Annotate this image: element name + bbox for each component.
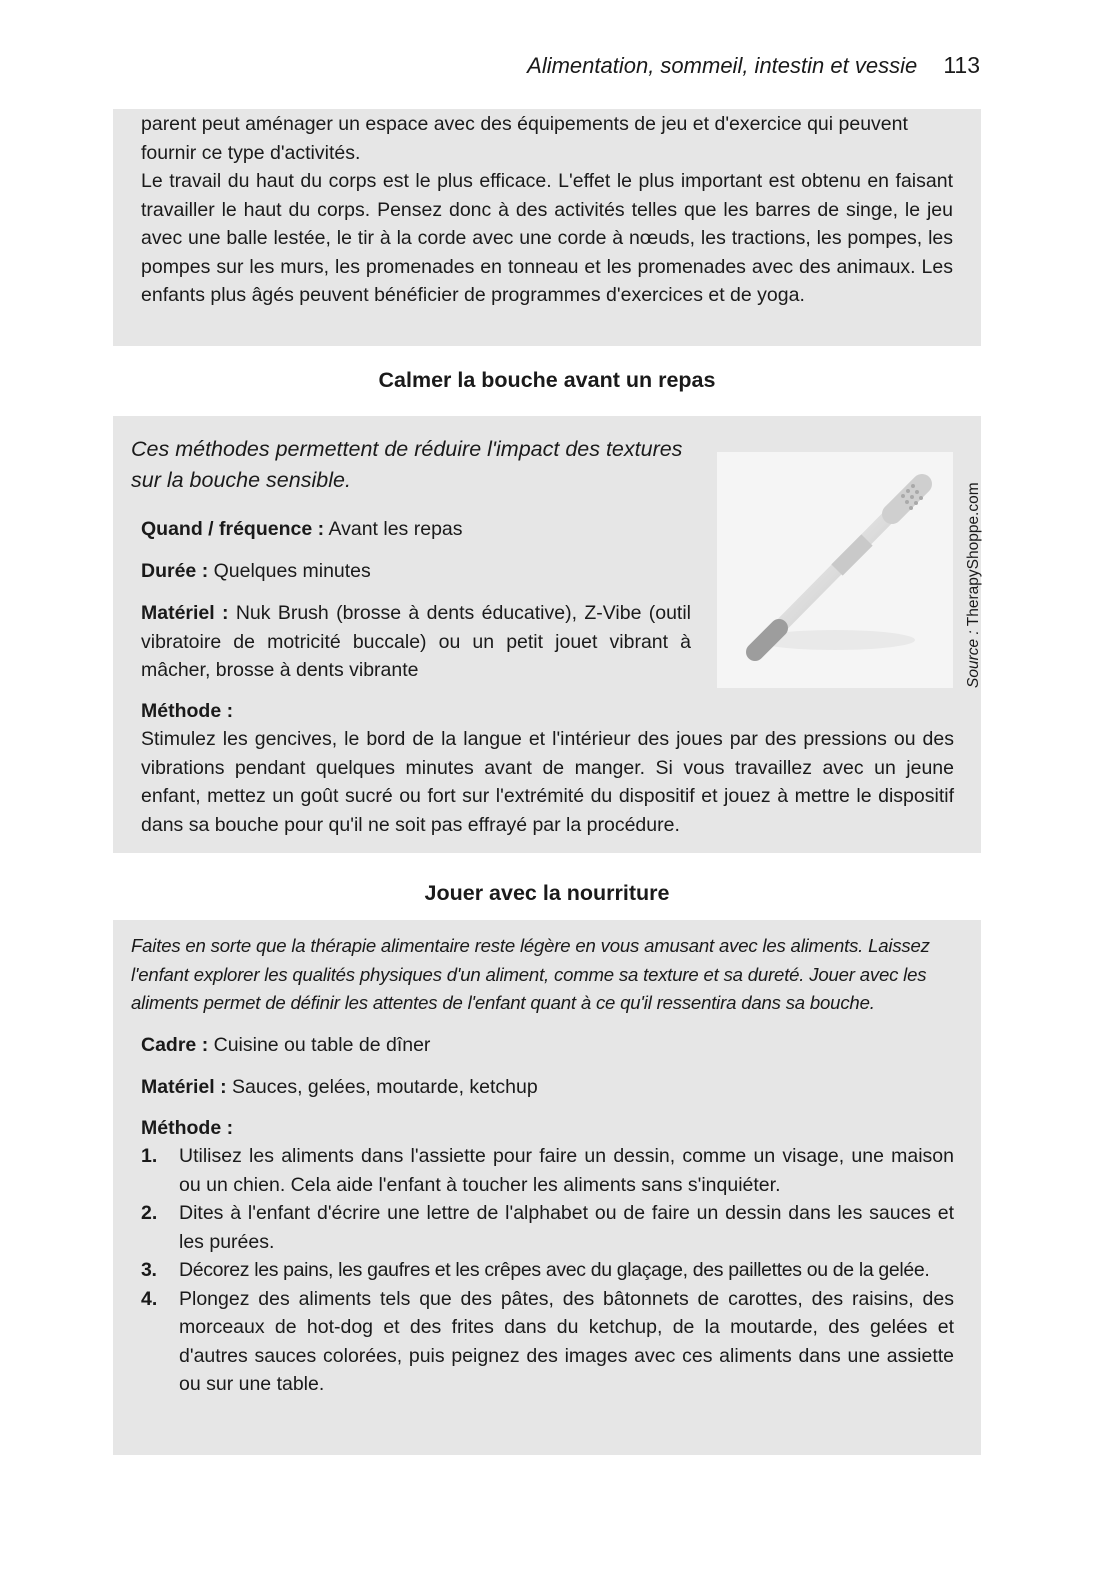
list-item <box>141 1199 954 1256</box>
step-number: 1. <box>141 1145 158 1167</box>
running-header-title: Alimentation, sommeil, intestin et vessie <box>527 53 918 78</box>
calm-mouth-box <box>113 416 981 853</box>
play-food-box <box>113 920 981 1455</box>
section-heading-play-food: Jouer avec la nourriture <box>424 881 670 905</box>
step-text: Utilisez les aliments dans l'assiette pour faire un dessin, comme un visage, une maison ou un chien. Cela aide l'enfant à toucher les aliments sans s'inquiéter. <box>179 1145 954 1196</box>
nuk-brush-photo <box>717 452 953 688</box>
step-number: 3. <box>141 1259 157 1281</box>
step-text: Décorez les pains, les gaufres et les crêpes avec du glaçage, des paillettes ou de la gelée. <box>179 1259 930 1281</box>
duration-field <box>141 557 371 586</box>
section-intro: Ces méthodes permettent de réduire l'impact des textures sur la bouche sensible. <box>131 437 683 492</box>
step-text: Plongez des aliments tels que des pâtes, des bâtonnets de carottes, des raisins, des morceaux de hot-dog et des frites dans du ketchup, de la moutarde, des gelées et d'autres sauces colorées, puis peignez des images avec ces aliments dans une assiette ou sur une table. <box>179 1287 954 1395</box>
photo-credit-label: Source : <box>965 630 982 688</box>
step-text: Dites à l'enfant d'écrire une lettre de l'alphabet ou de faire un dessin dans les sauces et les purées. <box>179 1202 954 1253</box>
continuation-box <box>113 109 981 346</box>
duration-label: Durée : <box>141 560 209 582</box>
material-label: Matériel : <box>141 602 229 624</box>
duration-value: Quelques minutes <box>208 560 371 582</box>
when-field <box>141 515 463 544</box>
step-number: 4. <box>141 1287 158 1310</box>
setting-label: Cadre : <box>141 1034 209 1056</box>
upper-body-paragraph: Le travail du haut du corps est le plus efficace. L'effet le plus important est obtenu en faisant travailler le haut du corps. Pensez donc à des activités telles que les barres de singe, le jeu avec une balle lestée, le tir à la corde avec une corde à nœuds, les tractions, les pompes, les pompes sur les murs, les promenades en tonneau et les promenades avec des animaux. Les enfants plus âgés peuvent bénéficier de programmes d'exercices et de yoga. <box>141 170 953 306</box>
method-text: Stimulez les gencives, le bord de la langue et l'intérieur des joues par des pressions ou des vibrations pendant quelques minutes avant de manger. Si vous travaillez avec un jeune enfant, mettez un goût sucré ou fort sur l'extrémité du dispositif et jouez à mettre le dispositif dans sa bouche pour qu'il ne soit pas effrayé par la procédure. <box>141 728 954 836</box>
method-label: Méthode : <box>141 700 234 722</box>
material-field <box>141 599 691 685</box>
photo-credit <box>965 482 983 688</box>
list-item <box>141 1256 954 1285</box>
method-label: Méthode : <box>141 1117 234 1139</box>
material-value: Nuk Brush (brosse à dents éducative), Z-Vibe (outil vibratoire de motricité buccale) ou un petit jouet vibrant à mâcher, brosse à dents vibrante <box>141 602 692 681</box>
section-intro: Faites en sorte que la thérapie alimentaire reste légère en vous amusant avec les aliments. Laissez l'enfant explorer les qualités physiques d'un aliment, comme sa texture et sa dureté. Jouer avec les aliments permet de définir les attentes de l'enfant quant à ce qu'il ressentira dans sa bouche. <box>131 935 930 1013</box>
when-value: Avant les repas <box>324 518 463 540</box>
setting-value: Cuisine ou table de dîner <box>208 1034 431 1056</box>
list-item <box>141 1285 954 1399</box>
running-header <box>527 52 980 79</box>
step-number: 2. <box>141 1202 158 1224</box>
page-number: 113 <box>943 52 980 78</box>
toothbrush-illustration <box>717 452 953 688</box>
material-value: Sauces, gelées, moutarde, ketchup <box>226 1076 538 1098</box>
material-label: Matériel : <box>141 1076 227 1098</box>
continuation-paragraph: parent peut aménager un espace avec des équipements de jeu et d'exercice qui peuvent fournir ce type d'activités. <box>141 113 908 164</box>
setting-field <box>141 1031 430 1060</box>
when-label: Quand / fréquence : <box>141 518 325 540</box>
section-heading-calm-mouth: Calmer la bouche avant un repas <box>378 368 716 392</box>
list-item <box>141 1142 954 1199</box>
method-steps <box>141 1142 954 1399</box>
material-field <box>141 1073 538 1102</box>
photo-credit-value: TherapyShoppe.com <box>965 482 982 631</box>
